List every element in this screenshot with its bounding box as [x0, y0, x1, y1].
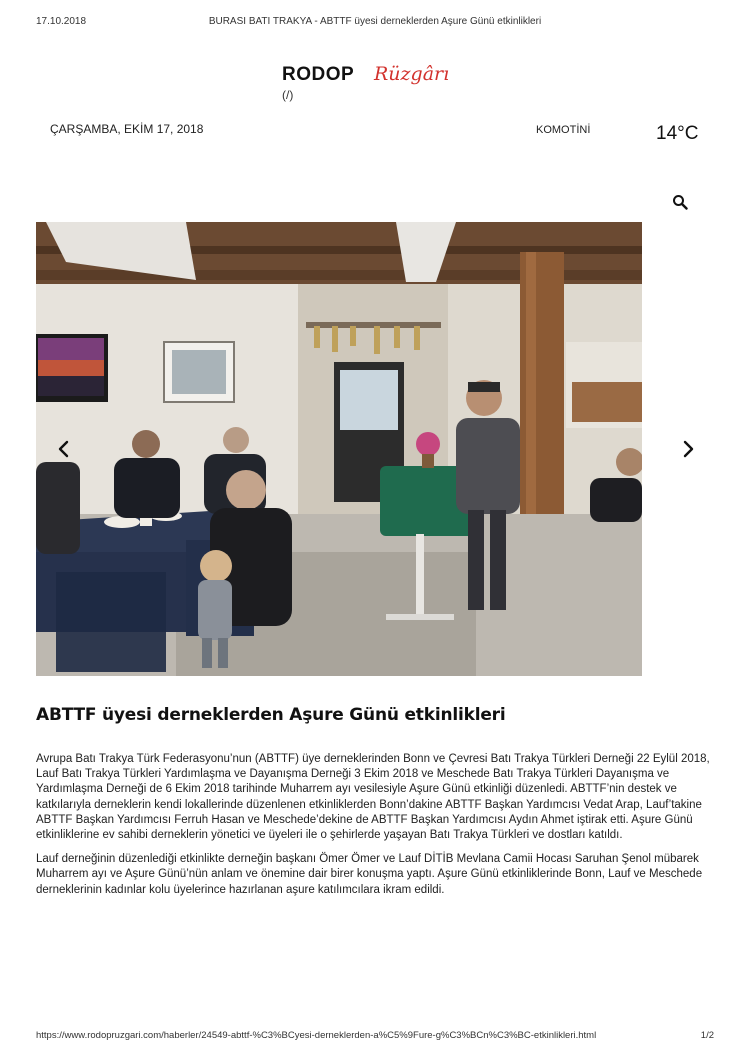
- article-paragraph: Avrupa Batı Trakya Türk Federasyonu’nun (ABTTF) üye derneklerinden Bonn ve Çevresi Batı Trakya Türkleri Derneği 22 Eylül 2018, Lauf Batı Trakya Türkleri Yardımlaşma ve Dayanışma Derneği 3 Ekim 2018 ve Meschede Batı Trakya Türkleri Dayanışma ve Yardımlaşma Derneği de 6 Ekim 2018 tarihinde Muharrem ayı vesilesiyle Aşure Günü etkinliği düzenledi. ABTTF’nin destek ve katkılarıyla derneklerin kendi lokallerinde düzenlenen etkinliklerden Bonn’dakine ABTTF Başkan Yardımcısı Vedat Arap, Lauf’takine ABTTF Başkan Yardımcısı Ferruh Hasan ve Meschede’dekine de ABTTF Başkan Yardımcısı Aydın Ahmet iştirak etti. Aşure Günü etkinliklerine ev sahibi derneklerin yönetici ve üyeleri ile o şehirlerde yaşayan Batı Trakya Türkleri ve dostları katıldı.: [36, 753, 710, 842]
- print-page-title: BURASI BATI TRAKYA - ABTTF üyesi derneklerden Aşure Günü etkinlikleri: [208, 16, 542, 27]
- article-photo: [36, 222, 642, 676]
- home-link[interactable]: (/): [282, 88, 294, 102]
- page-number: 1/2: [700, 1030, 714, 1041]
- article-paragraph: Lauf derneğinin düzenlediği etkinlikte derneğin başkanı Ömer Ömer ve Lauf DİTİB Mevlana Camii Hocası Saruhan Şenol mübarek Muharrem ayı ve Aşure Günü’nün anlam ve önemine dair birer konuşma yaptı. Aşure Günü etkinliklerinde Bonn, Lauf ve Meschede derneklerinin kadınlar kolu üyelerince hazırlanan aşure katılımcılara ikram edildi.: [36, 853, 703, 896]
- print-date: 17.10.2018: [36, 16, 87, 27]
- article-body: [36, 752, 716, 907]
- search-icon: [672, 194, 688, 210]
- slider-next-button[interactable]: [678, 437, 698, 461]
- print-header: [36, 16, 714, 30]
- chevron-right-icon: [678, 437, 698, 461]
- search-button[interactable]: [672, 194, 688, 210]
- weather-city: KOMOTİNİ: [536, 124, 591, 136]
- current-date: ÇARŞAMBA, EKİM 17, 2018: [50, 122, 204, 136]
- logo-ruzgari: Rüzgârı: [374, 63, 450, 85]
- weather-temperature: 14°C: [656, 123, 699, 144]
- slider-prev-button[interactable]: [54, 437, 74, 461]
- print-footer: [36, 1030, 714, 1044]
- print-url: https://www.rodopruzgari.com/haberler/24549-abttf-%C3%BCyesi-derneklerden-a%C5%9Fure-g%C3%BCn%C3%BC-etkinlikleri.html: [36, 1030, 597, 1041]
- chevron-left-icon: [54, 437, 74, 461]
- article-title: ABTTF üyesi derneklerden Aşure Günü etkinlikleri: [36, 705, 506, 725]
- logo-rodop: RODOP: [282, 64, 355, 85]
